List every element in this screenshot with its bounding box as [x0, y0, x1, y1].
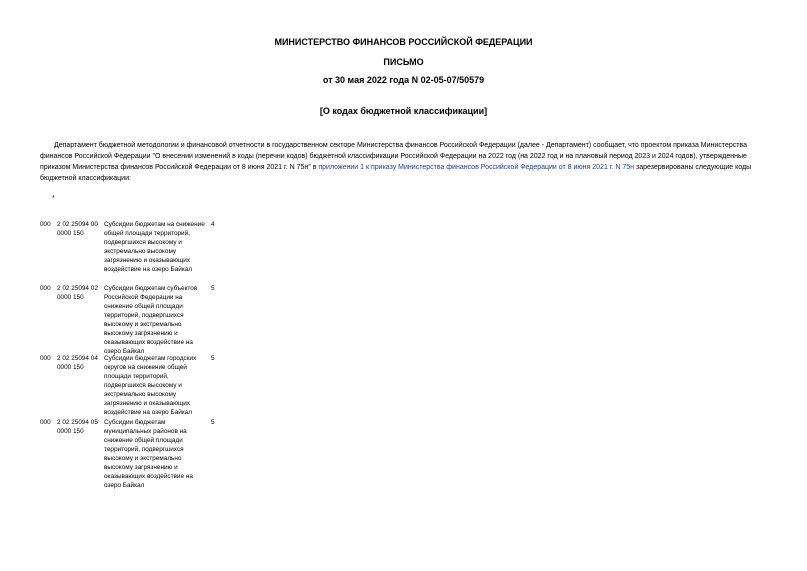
subject-heading: [О кодах бюджетной классификации]	[319, 106, 488, 116]
row-description: Субсидии бюджетам городских округов на снижение общей площади территорий, подвергшихся высокому и экстремально высокому загрязнению и оказывающих воздействие на озеро Байкал	[104, 355, 197, 416]
row-number: 5	[211, 285, 215, 292]
row-classification-code: 2 02 25094 05 0000 150	[57, 419, 98, 435]
row-description: Субсидии бюджетам на снижение общей площади территорий, подвергшихся высокому и экстремально высокому загрязнению и оказывающих воздействие на озеро Байкал	[104, 221, 205, 273]
row-prefix-code: 000	[40, 355, 51, 362]
row-number: 5	[211, 355, 215, 362]
row-prefix-code: 000	[40, 285, 51, 292]
body-paragraph	[40, 140, 770, 184]
row-number: 4	[211, 221, 215, 228]
row-number: 5	[211, 419, 215, 426]
row-description: Субсидии бюджетам муниципальных районов на снижение общей площади территорий, подвергшихся высокому и экстремально высокому загрязнению и оказывающих воздействие на озеро Байкал	[104, 419, 193, 489]
date-number-heading: от 30 мая 2022 года N 02-05-07/50579	[322, 75, 485, 85]
document-type-heading: ПИСЬМО	[383, 57, 424, 67]
ministry-heading: МИНИСТЕРСТВО ФИНАНСОВ РОССИЙСКОЙ ФЕДЕРАЦИИ	[274, 37, 533, 47]
row-prefix-code: 000	[40, 419, 51, 426]
paragraph-text-after: зарезервированы следующие коды бюджетной классификации:	[40, 164, 752, 182]
row-classification-code: 2 02 25094 02 0000 150	[57, 285, 98, 301]
row-classification-code: 2 02 25094 00 0000 150	[57, 221, 98, 237]
row-description: Субсидии бюджетам субъектов Российской Федерации на снижение общей площади территорий, подвергшихся высокому и экстремально высокому загрязнению и оказывающих воздействие на озеро Байкал	[104, 285, 198, 355]
row-prefix-code: 000	[40, 221, 51, 228]
order-appendix-link[interactable]: приложении 1 к приказу Министерства финансов Российской Федерации от 8 июня 2021 г. N 75н	[318, 164, 635, 171]
footnote-marker: *	[52, 195, 55, 202]
paragraph-text-before: Департамент бюджетной методологии и финансовой отчетности в государственном секторе Министерства финансов Российской Федерации (далее - Департамент) сообщает, что проектом приказа Министерства финансов Российской Федерации "О внесении изменений в коды (перечни кодов) бюджетной классификации Российской Федерации на 2022 год (на 2022 год и на плановый период 2023 и 2024 годов), утвержденные приказом Министерства финансов Российской Федерации от 8 июня 2021 г. N 75н" в	[40, 142, 747, 171]
row-classification-code: 2 02 25094 04 0000 150	[57, 355, 98, 371]
